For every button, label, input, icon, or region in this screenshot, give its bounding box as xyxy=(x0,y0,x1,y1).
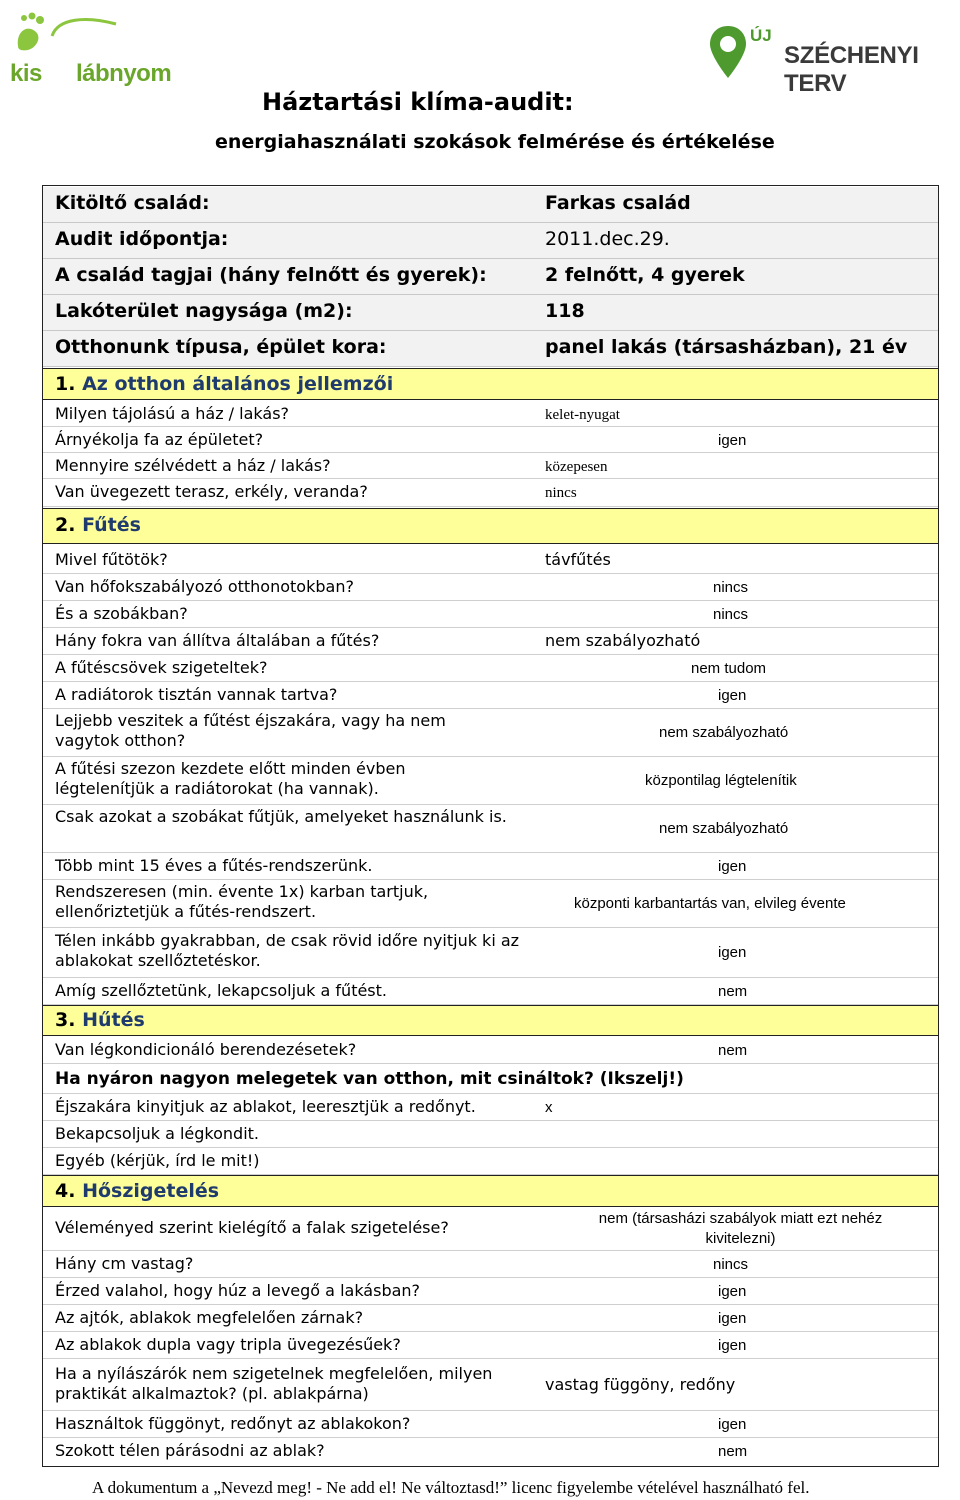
logo-szechenyi-terv: SZÉCHENYI TERV xyxy=(784,42,919,97)
question-row xyxy=(43,1411,938,1438)
question-row xyxy=(43,978,938,1005)
question-row xyxy=(43,655,938,682)
question-text: Van üvegezett terasz, erkély, veranda? xyxy=(55,482,368,501)
answer-text: kelet-nyugat xyxy=(545,407,620,423)
answer-text: igen xyxy=(718,1283,747,1300)
section-cooling xyxy=(43,1005,938,1036)
answer-text: igen xyxy=(718,1310,747,1327)
kis-labnyom-logo xyxy=(6,6,172,96)
question-text: Van légkondicionáló berendezésetek? xyxy=(55,1040,357,1059)
question-text: Ha nyáron nagyon melegetek van otthon, mit csináltok? (Ikszelj!) xyxy=(55,1069,684,1089)
question-text: Csak azokat a szobákat fűtjük, amelyeket használunk is. xyxy=(55,807,507,826)
question-text: Mennyire szélvédett a ház / lakás? xyxy=(55,456,331,475)
answer-text: igen xyxy=(718,858,747,875)
question-row xyxy=(43,805,938,853)
info-label: Kitöltő család: xyxy=(55,192,210,214)
info-value: panel lakás (társasházban), 21 év xyxy=(545,336,908,358)
question-text: A fűtéscsövek szigeteltek? xyxy=(55,658,268,677)
question-row xyxy=(43,880,938,928)
answer-text: nincs xyxy=(713,579,749,596)
question-text: Bekapcsoljuk a légkondit. xyxy=(55,1124,259,1143)
info-value: Farkas család xyxy=(545,192,691,214)
question-text: Mivel fűtötök? xyxy=(55,550,168,569)
question-text: Használtok függönyt, redőnyt az ablakokon? xyxy=(55,1414,411,1433)
question-row xyxy=(43,1094,938,1121)
question-row xyxy=(43,1148,938,1175)
section-title: 2. Fűtés xyxy=(55,514,141,536)
answer-text: nem (társasházi szabályok miatt ezt nehéz kivitelezni) xyxy=(598,1210,883,1247)
question-text: Rendszeresen (min. évente 1x) karban tartjuk, ellenőriztetjük a fűtés-rendszert. xyxy=(55,882,429,921)
question-row xyxy=(43,427,938,453)
question-text: Árnyékolja fa az épületet? xyxy=(55,430,264,449)
answer-text: közepesen xyxy=(545,459,608,475)
question-row xyxy=(43,1359,938,1411)
info-row-family xyxy=(43,187,938,223)
question-text: Szokott télen párásodni az ablak? xyxy=(55,1441,325,1460)
question-row xyxy=(43,601,938,628)
answer-text: központilag légtelenítik xyxy=(645,772,797,789)
question-text: Véleményed szerint kielégítő a falak szigetelése? xyxy=(55,1218,449,1237)
info-label: A család tagjai (hány felnőtt és gyerek): xyxy=(55,264,487,286)
answer-text: igen xyxy=(718,1416,747,1433)
question-text: A radiátorok tisztán vannak tartva? xyxy=(55,685,338,704)
question-text: Lejjebb veszitek a fűtést éjszakára, vagy ha nem vagytok otthon? xyxy=(55,711,446,750)
question-row xyxy=(43,1064,938,1094)
map-pin-icon xyxy=(708,24,748,80)
szechenyi-terv-logo xyxy=(708,24,958,104)
question-row xyxy=(43,853,938,880)
logo-uj: ÚJ xyxy=(750,26,772,45)
answer-text: vastag függöny, redőny xyxy=(545,1375,736,1394)
question-text: Amíg szellőztetünk, lekapcsoljuk a fűtést. xyxy=(55,981,387,1000)
section-title: 4. Hőszigetelés xyxy=(55,1180,220,1202)
answer-text: nem tudom xyxy=(691,660,767,677)
question-row xyxy=(43,1207,938,1251)
question-text: A fűtési szezon kezdete előtt minden évben légtelenítjük a radiátorokat (ha vannak). xyxy=(55,759,406,798)
question-text: És a szobákban? xyxy=(55,604,188,623)
question-row xyxy=(43,479,938,507)
info-value: 2011.dec.29. xyxy=(545,228,670,250)
question-row xyxy=(43,628,938,655)
answer-text: nem xyxy=(718,1443,748,1460)
answer-text: nem xyxy=(718,1042,748,1059)
question-row xyxy=(43,1278,938,1305)
question-text: Érzed valahol, hogy húz a levegő a lakásban? xyxy=(55,1281,421,1300)
info-value: 2 felnőtt, 4 gyerek xyxy=(545,264,745,286)
question-text: Éjszakára kinyitjuk az ablakot, leeresztjük a redőnyt. xyxy=(55,1097,476,1116)
question-row xyxy=(43,709,938,757)
license-footer: A dokumentum a „Nevezd meg! - Ne add el! Ne változtasd!” licenc figyelembe vételével használható fel. xyxy=(92,1478,810,1497)
answer-text: nem szabályozható xyxy=(545,631,701,650)
question-row xyxy=(43,928,938,978)
page-subtitle: energiahasználati szokások felmérése és értékelése xyxy=(215,131,775,153)
footprint-icon xyxy=(6,6,166,66)
answer-text: nincs xyxy=(545,485,577,501)
question-row xyxy=(43,1121,938,1148)
section-insulation xyxy=(43,1175,938,1207)
question-row xyxy=(43,757,938,805)
question-row xyxy=(43,547,938,574)
section-general xyxy=(43,368,938,400)
question-text: Télen inkább gyakrabban, de csak rövid időre nyitjuk ki az ablakokat szellőztetéskor. xyxy=(55,931,520,970)
answer-text: központi karbantartás van, elvileg évente xyxy=(574,895,846,912)
question-row xyxy=(43,1438,938,1465)
info-label: Lakóterület nagysága (m2): xyxy=(55,300,353,322)
question-text: Egyéb (kérjük, írd le mit!) xyxy=(55,1151,260,1170)
question-row xyxy=(43,1332,938,1359)
info-row-date xyxy=(43,223,938,259)
info-row-members xyxy=(43,259,938,295)
question-row xyxy=(43,1251,938,1278)
answer-text: igen xyxy=(718,1337,747,1354)
section-title: 3. Hűtés xyxy=(55,1009,145,1031)
answer-text: távfűtés xyxy=(545,550,611,569)
info-label: Audit időpontja: xyxy=(55,228,229,250)
answer-text: nem xyxy=(718,983,748,1000)
question-text: Ha a nyílászárók nem szigetelnek megfelelően, milyen praktikát alkalmaztok? (pl. ablakpárna) xyxy=(55,1364,493,1403)
logo-labnyom: lábnyom xyxy=(76,60,172,87)
question-text: Van hőfokszabályozó otthonotokban? xyxy=(55,577,354,596)
question-row xyxy=(43,453,938,479)
section-title: 1. Az otthon általános jellemzői xyxy=(55,373,394,395)
info-row-area xyxy=(43,295,938,331)
answer-text: nincs xyxy=(713,1256,749,1273)
page-title: Háztartási klíma-audit: xyxy=(262,88,574,116)
info-label: Otthonunk típusa, épület kora: xyxy=(55,336,387,358)
question-text: Milyen tájolású a ház / lakás? xyxy=(55,404,290,423)
question-row xyxy=(43,1037,938,1064)
question-text: Hány cm vastag? xyxy=(55,1254,194,1273)
answer-text: igen xyxy=(718,944,747,961)
answer-text: nincs xyxy=(713,606,749,623)
info-value: 118 xyxy=(545,300,585,322)
question-text: Hány fokra van állítva általában a fűtés? xyxy=(55,631,380,650)
question-text: Az ajtók, ablakok megfelelően zárnak? xyxy=(55,1308,364,1327)
answer-text: nem szabályozható xyxy=(659,724,789,741)
question-row xyxy=(43,574,938,601)
question-row xyxy=(43,401,938,427)
info-row-type xyxy=(43,331,938,367)
answer-text: igen xyxy=(718,432,747,449)
question-row xyxy=(43,682,938,709)
question-text: Több mint 15 éves a fűtés-rendszerünk. xyxy=(55,856,373,875)
question-text: Az ablakok dupla vagy tripla üvegezésűek? xyxy=(55,1335,401,1354)
answer-text: nem szabályozható xyxy=(659,820,789,837)
answer-text: igen xyxy=(718,687,747,704)
answer-text: x xyxy=(545,1099,553,1116)
logo-kis: kis xyxy=(10,60,42,87)
question-row xyxy=(43,1305,938,1332)
section-heating xyxy=(43,508,938,544)
